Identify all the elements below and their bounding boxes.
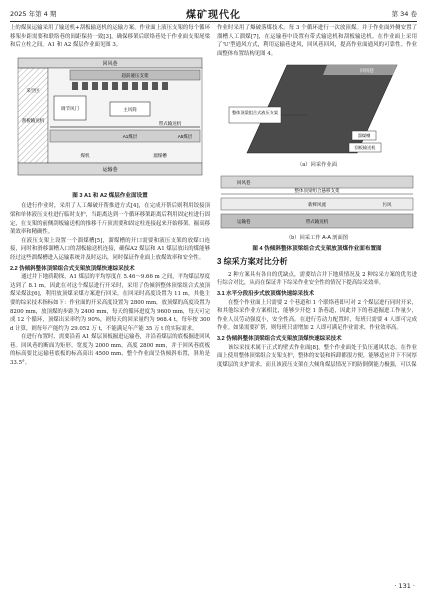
fig4b-label-belt: 带式输送机 xyxy=(305,218,329,224)
paragraph: 在液压支架上设置一个溜煤槽[5]，溜煤槽的开口需要和液压支架的放煤口连接，同时和滑移溜槽入口的刮板输送机连接，确保A2 煤层和 A1 煤层放出的煤能够经过这些溜煤槽进入运输系统并及时运出，同时保证作业面上放煤效率和安全性。 xyxy=(10,237,210,261)
fig3-label-chute: 溜煤槽 xyxy=(153,152,167,158)
paragraph: 在进行作业时，采用了人工爆破开帮推进方式[4]，在完成开帮后则利用铰接顶梁和单体液压支柱进行临时支护，当距离达到一个循环移架距离后利用固定柱进行固定，在支架的前侧刮板输送机的推移千斤顶需要和固定柱连接起来开始移架。掘高移架效率和精确性。 xyxy=(10,203,210,236)
fig3-label-face: A1煤层 xyxy=(122,133,138,139)
figure-4-caption: 图 4 伪倾斜整体顶梁组合式支架放顶煤作业面布置图 xyxy=(252,245,382,252)
section-2-2-heading: 2.2 伪倾斜整体顶梁组合式支架放顶煤快速综采技术 xyxy=(10,265,135,272)
fig4a-label-belt: 刮板输送机 xyxy=(354,145,376,151)
fig4a-label-chute: 溜煤槽 xyxy=(357,133,371,139)
journal-title: 煤矿现代化 xyxy=(186,10,241,21)
journal-volume: 第 34 卷 xyxy=(391,10,417,18)
fig3-label-hy: 超前液压支架 xyxy=(121,72,149,78)
fig3-label-conveyor: 带式输送机 xyxy=(158,120,182,126)
fig4b-label-unit: 整体顶梁组合悬移支架 xyxy=(294,187,340,193)
fig3-label-trans: 运输巷 xyxy=(102,166,118,173)
section-3-heading: 3 综采方案对比分析 xyxy=(217,257,288,267)
paragraph: 2 种方案具有各自的优缺点，需要结合井下地质情况及 2 种综采方案的优劣进行综合对比，从而在保证井下综采作业安全性的情况下提高综采效率。 xyxy=(217,271,417,287)
figure-3 xyxy=(10,52,210,190)
fig4b-label-wind: 回风巷 xyxy=(237,179,251,185)
fig4b-label-trans: 运输巷 xyxy=(237,218,251,224)
page-header xyxy=(10,6,417,20)
fig3-label-goaf: 采空区 xyxy=(26,87,40,93)
paragraph: 在进行布置时，需要沿着 A1 煤层顶板掘进运输巷，并沿着煤层的底板掘进回风巷。回风巷的断面为矩形，宽度为 2000 mm，高度 2800 mm，并于回风巷底板的标高要比运输巷底板的标高高出 4500 mm，整个作业面呈伪倾斜布置，斜角是 33.5°。 xyxy=(10,334,210,367)
page-number: · 131 · xyxy=(394,582,415,590)
fig3-label-support: 调节风门 xyxy=(61,105,79,111)
paragraph: 通过井下地质勘探，A1 煤层的平均厚度在 5.46～9.66 m 之间，平均煤层厚度达到了 8.1 m，因此在对这个煤层进行开采时，采用了伪倾斜整体顶梁组合式放顶煤采煤法[6]，利用放顶煤采煤方案进行回采。在回采时高度设置为 11 m，其他主要的综采技术指标如下：作业面的开采高度设置为 2800 mm，放顶煤的高度设置为 8200 mm，放顶煤的步距为 2400 mm，每天的循环进度为 9600 mm，每天可完成 12 个循环，顶煤出采率约为 90%，则每天的回采量约为 968.4 t，每年按 300 d 计算，则每年产能约为 29.052 万 t，不能满足年产能 35 万 t 的实际需求。 xyxy=(10,274,210,332)
figure-4b xyxy=(217,172,417,234)
figure-4a-subcaption: （a）回采作业面 xyxy=(296,162,338,169)
fig4a-label-unit: 整体顶梁组合式液压支架 xyxy=(231,110,279,116)
fig3-label-cutter: 煤机 xyxy=(80,152,90,158)
goaf-area xyxy=(18,68,48,163)
fig3-label-ops: A5煤层 xyxy=(177,133,193,139)
section-3-2-heading: 3.2 伪倾斜整体顶梁组合式支架放顶煤快速综采技术 xyxy=(217,335,342,342)
header-rule xyxy=(10,21,417,22)
paragraph: 作业时采用了爆破落煤技术，每 3 个循环进行一次放顶煤。并于作业面外侧安置了溜槽人工溜煤[7]，在运输巷中设置有带式输送机和刮板输送机。在作业面上采用了'U'型通风方式，利用运输巷进风，回风巷回风，提高作业面通风的可靠性。作业面整体布置结构见图 4。 xyxy=(217,25,417,57)
figure-4b-subcaption: （b）回采工作 A-A 剖面图 xyxy=(285,234,349,241)
paragraph: 在整个作业面上只需要 2 个巷道和 1 个联络巷即可对 2 个煤层进行同时开采，和其他综采作业方案相比，能够少开挖 1 条巷道，因此井下的巷道掘进工作量少，作业人员劳动强度小，安全性高。在进行劳动力配置时，每班只需要 4 人即可完成作业。如果需要扩帮，则每班只需增加 2 人即可满足作业需求，作业效率高。 xyxy=(217,299,417,332)
fig3-label-side: 刮板输送机 xyxy=(21,117,45,123)
fig4b-label-new-wind: 新鲜风流 xyxy=(308,201,326,207)
journal-issue: 2025 年第 4 期 xyxy=(10,10,57,18)
figure-3-caption: 图 3 A1 和 A2 煤层作业面设置 xyxy=(72,192,148,199)
section-3-1-heading: 3.1 水平分段沿步式放顶煤快速综采技术 xyxy=(217,290,315,297)
fig3-label-wind: 回风巷 xyxy=(102,60,118,67)
figure-4a xyxy=(217,61,417,161)
fig4b-label-dirty: 污风 xyxy=(382,201,392,207)
left-column xyxy=(10,24,210,368)
paragraph: 上的煤炭运输采用了输送机+刮板输送机的运输方案。作业面上液压支架的每个循环移架步距需要和联络巷的间距保持一致[3]，确保移架后联络巷处于作业面支架尾梁和后立柱之间。A1 和 A2 煤层作业面见图 3。 xyxy=(10,25,210,49)
right-column xyxy=(217,24,417,369)
paragraph: 该综采技术属于正式的壁式作业面[8]，整个作业面处于负压通风状态，在作业面上使用整体顶梁组合支架支护，整体的安装和拆卸都很方便，能够适应井下不同厚度煤层的支护需求，而且该液压支架在大倾角煤层情况下的防倒倒能力极强，可以保 xyxy=(217,344,417,368)
fig4a-label-wind: 回风巷 xyxy=(360,68,374,74)
fig3-label-main-duct: 主风筒 xyxy=(123,106,137,112)
